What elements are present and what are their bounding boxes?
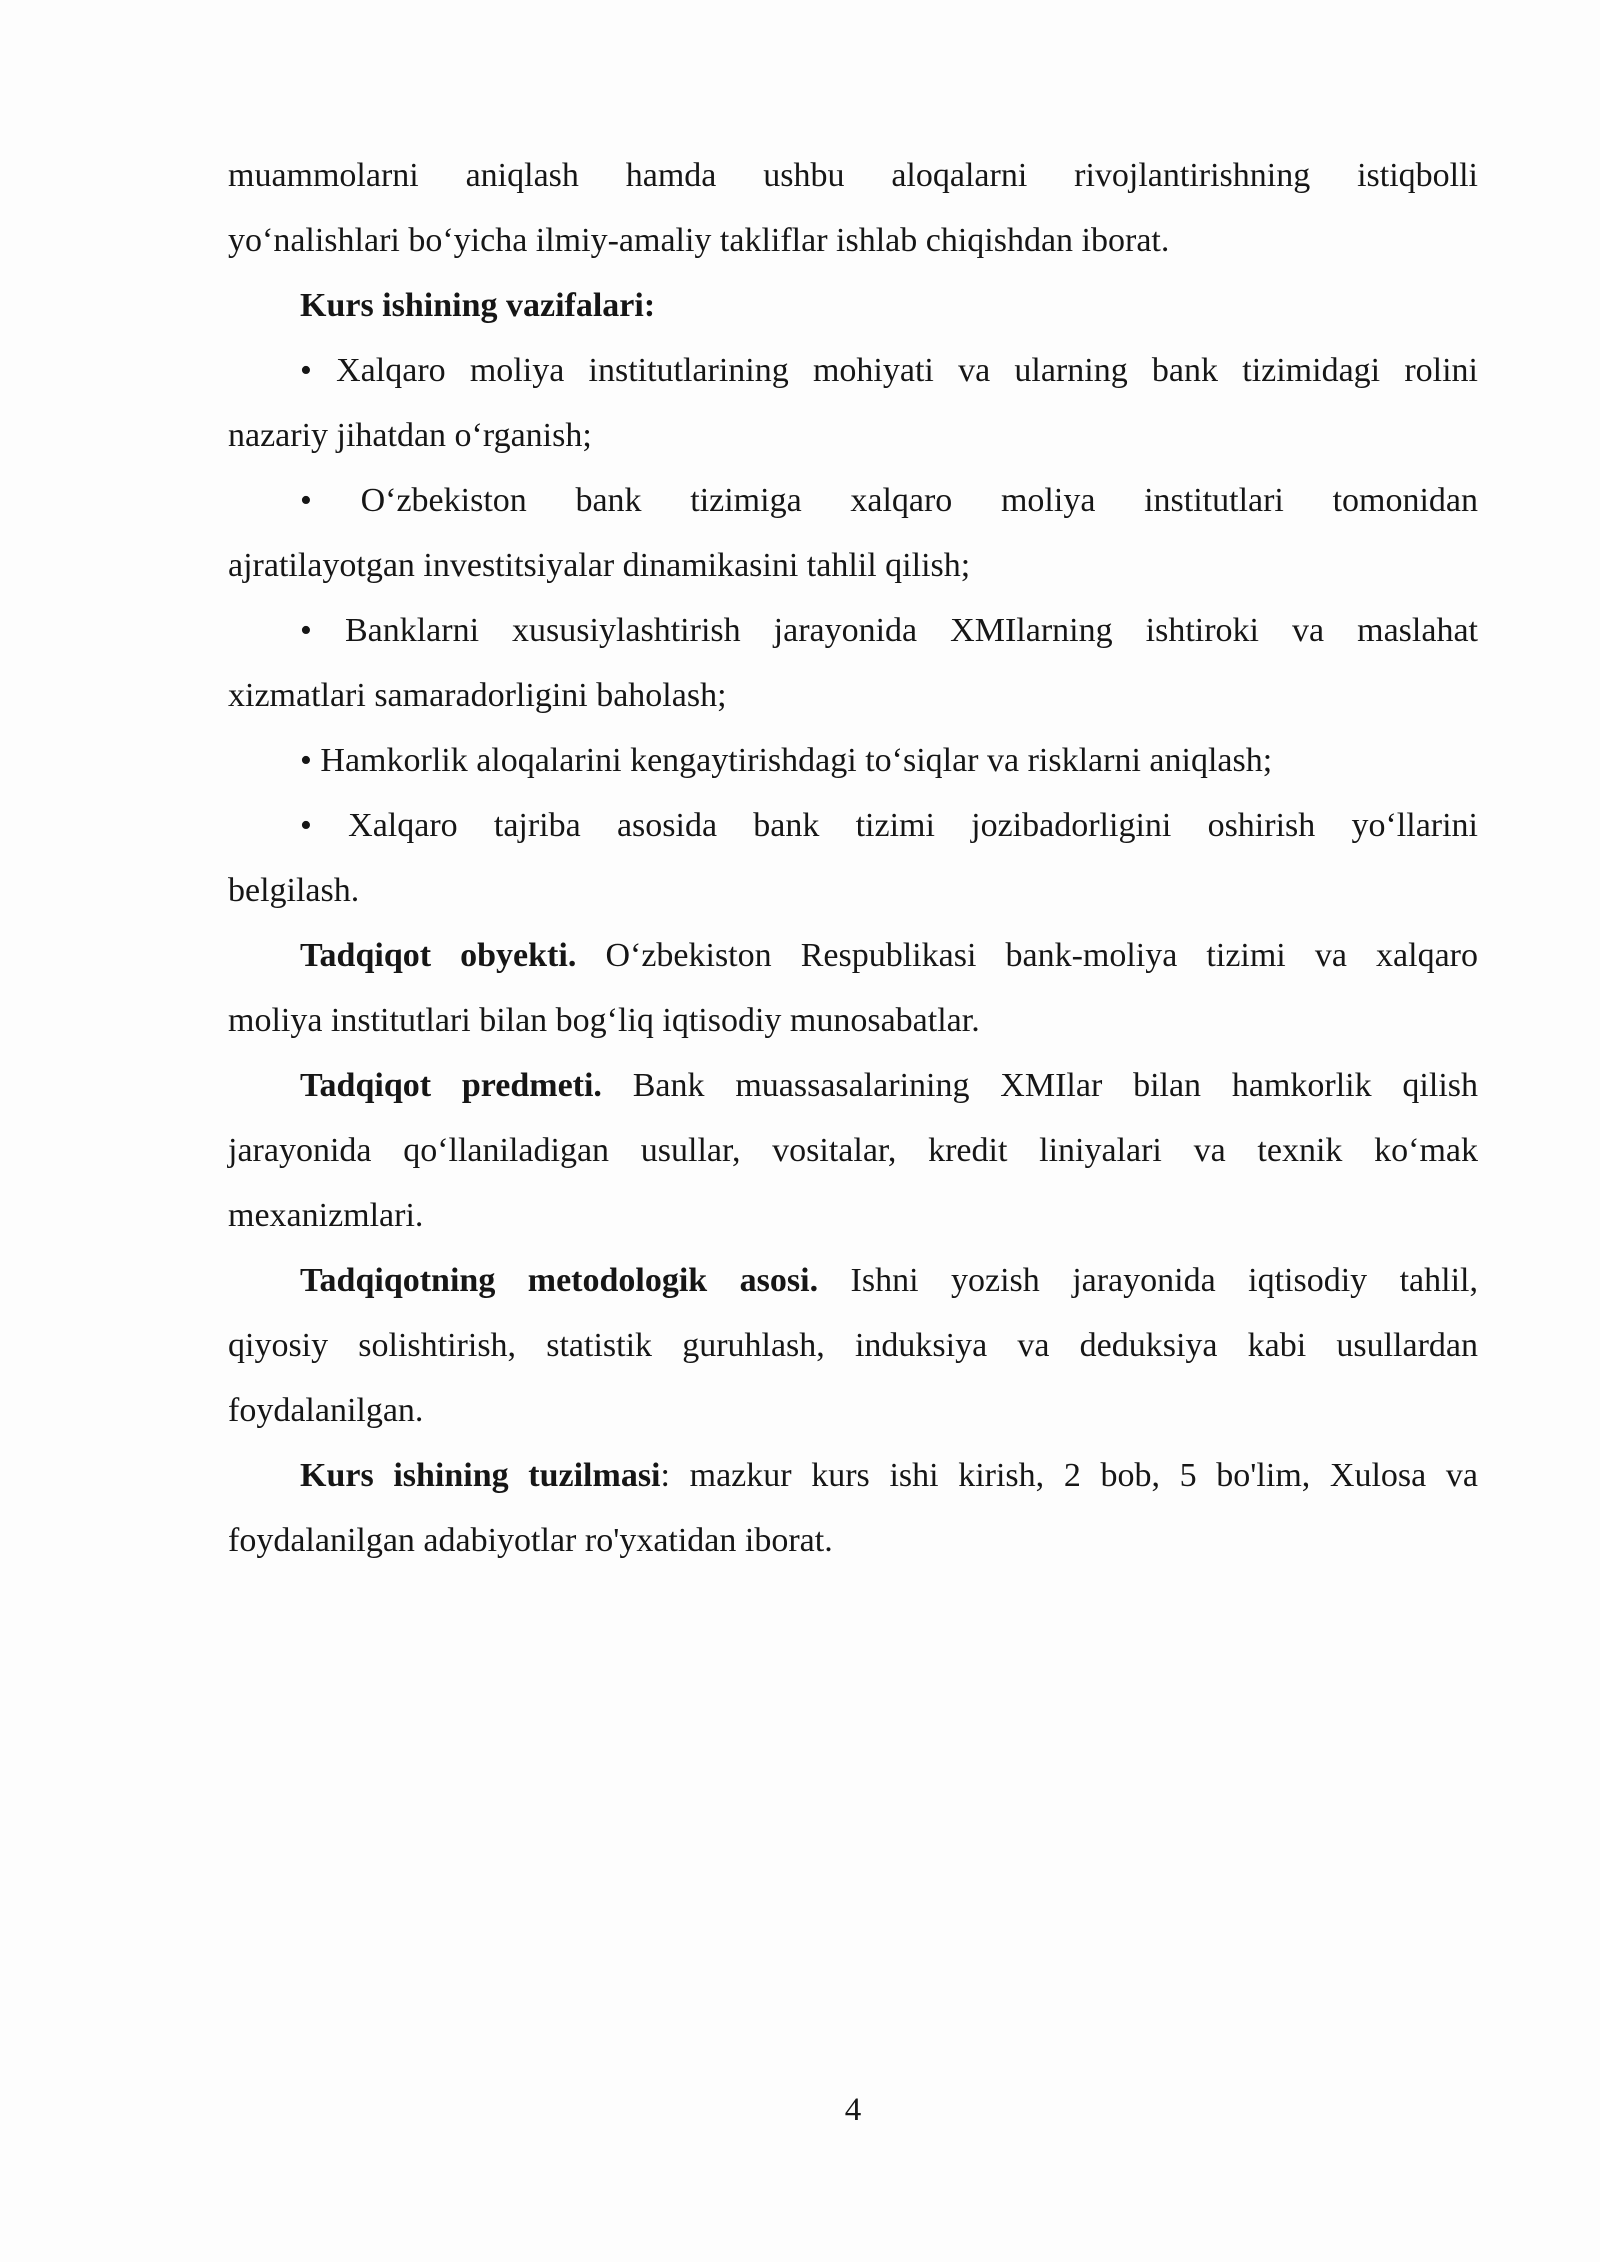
text-line [228,1053,1478,1118]
text-run: foydalanilgan. [228,1392,424,1429]
text-run: muammolarni aniqlash hamda ushbu aloqalarni rivojlantirishning istiqbolli [228,157,1478,194]
text-run: : mazkur kurs ishi kirish, 2 bob, 5 bo'lim, Xulosa va [660,1457,1478,1494]
text-line [228,1118,1478,1183]
text-run: yo‘nalishlari bo‘yicha ilmiy-amaliy takliflar ishlab chiqishdan iborat. [228,222,1170,259]
text-run: ajratilayotgan investitsiyalar dinamikasini tahlil qilish; [228,547,971,584]
bold-run: Tadqiqotning metodologik asosi. [300,1262,819,1299]
bold-run: Kurs ishining tuzilmasi [300,1457,661,1494]
text-line [228,208,1478,273]
text-line [228,598,1478,663]
text-run: • Banklarni xususiylashtirish jarayonida XMIlarning ishtiroki va maslahat [300,612,1478,649]
text-line [228,468,1478,533]
text-run: • Hamkorlik aloqalarini kengaytirishdagi to‘siqlar va risklarni aniqlash; [300,742,1273,779]
text-run: • Xalqaro tajriba asosida bank tizimi jozibadorligini oshirish yo‘llarini [300,807,1478,844]
text-run: Bank muassasalarining XMIlar bilan hamkorlik qilish [601,1067,1478,1104]
text-line [228,988,1478,1053]
text-line [228,1378,1478,1443]
text-line [228,1183,1478,1248]
text-run: O‘zbekiston Respublikasi bank-moliya tizimi va xalqaro [576,937,1478,974]
text-line [228,533,1478,598]
text-line [228,858,1478,923]
text-run: qiyosiy solishtirish, statistik guruhlash, induksiya va deduksiya kabi usullardan [228,1327,1478,1364]
text-line [228,663,1478,728]
text-line [228,793,1478,858]
text-line [228,728,1478,793]
bold-run: Tadqiqot predmeti. [300,1067,602,1104]
text-line [228,338,1478,403]
page-number: 4 [844,2092,862,2128]
text-line [228,1443,1478,1508]
bold-run: Tadqiqot obyekti. [300,937,577,974]
text-line [228,403,1478,468]
text-line [228,273,1478,338]
text-line [228,1508,1478,1573]
text-run: • O‘zbekiston bank tizimiga xalqaro moliya institutlari tomonidan [300,482,1478,519]
text-line [228,923,1478,988]
text-line [228,1248,1478,1313]
text-line [228,143,1478,208]
text-run: Ishni yozish jarayonida iqtisodiy tahlil, [818,1262,1478,1299]
text-run: xizmatlari samaradorligini baholash; [228,677,727,714]
text-run: nazariy jihatdan o‘rganish; [228,417,592,454]
text-run: foydalanilgan adabiyotlar ro'yxatidan iborat. [228,1522,833,1559]
text-run: jarayonida qo‘llaniladigan usullar, vositalar, kredit liniyalari va texnik ko‘mak [228,1132,1478,1169]
page-body-text [228,143,1478,1573]
text-run: belgilash. [228,872,360,909]
bold-run: Kurs ishining vazifalari: [300,287,656,324]
text-line [228,1313,1478,1378]
text-run: mexanizmlari. [228,1197,424,1234]
text-run: • Xalqaro moliya institutlarining mohiyati va ularning bank tizimidagi rolini [300,352,1478,389]
text-run: moliya institutlari bilan bog‘liq iqtisodiy munosabatlar. [228,1002,980,1039]
